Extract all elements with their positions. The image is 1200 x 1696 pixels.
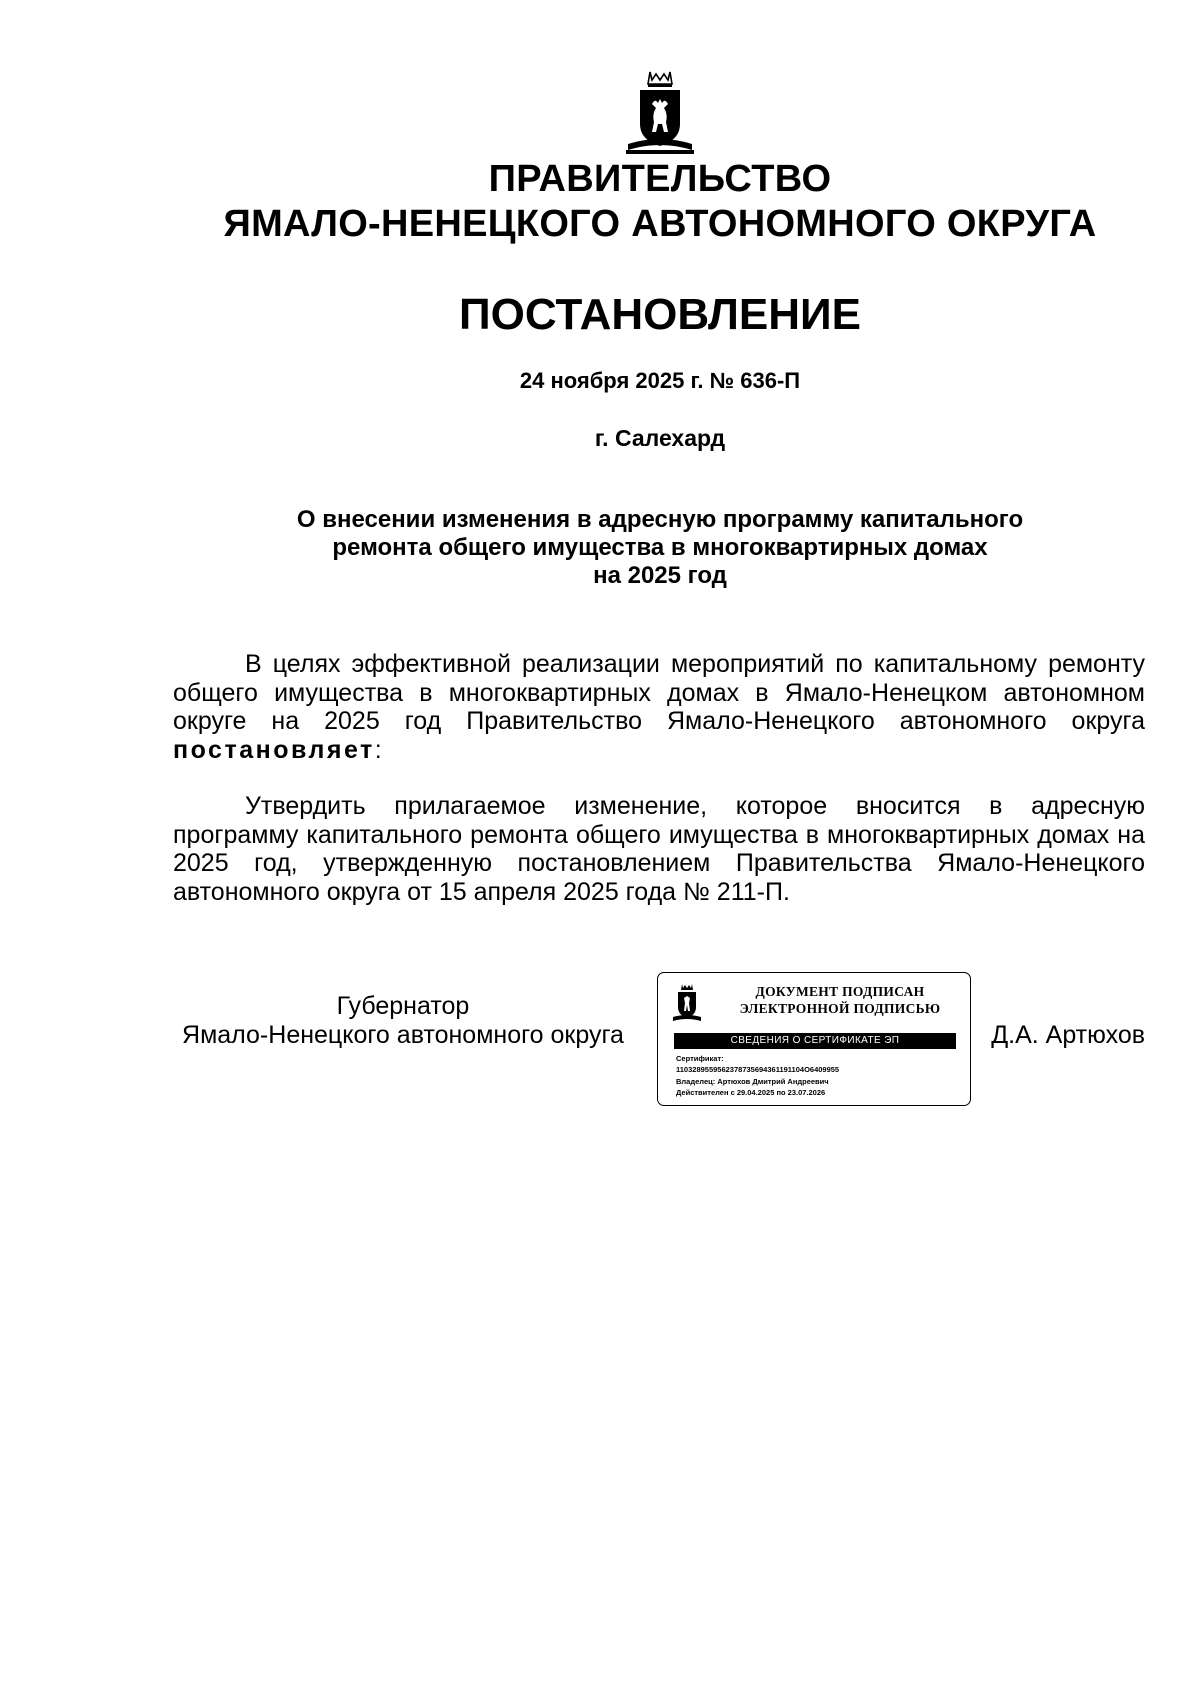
stamp-heading-line1: ДОКУМЕНТ ПОДПИСАН — [755, 984, 925, 999]
stamp-owner: Владелец: Артюхов Дмитрий Андреевич — [676, 1076, 829, 1086]
signatory-title-line2: Ямало-Ненецкого автономного округа — [182, 1021, 624, 1049]
preamble-text: В целях эффективной реализации мероприятий по капитальному ремонту общего имущества в многоквартирных домах в Ямало-Ненецком автономном округе на 2025 год Правительство Ямало-Ненецкого автономного округа — [173, 650, 1145, 735]
subject-line: на 2025 год — [593, 562, 727, 589]
resolution-paragraph: Утвердить прилагаемое изменение, которое вносится в адресную программу капитального ремонта общего имущества в многоквартирных домах на 2025 год, утвержденную постановлением Правительства Ямало-Ненецкого автономного округа от 15 апреля 2025 года № 211-П. — [173, 792, 1145, 906]
stamp-certificate-info — [676, 1053, 962, 1098]
decree-verb: постановляет — [173, 735, 375, 764]
signatory-title — [173, 992, 633, 1050]
subject-line: О внесении изменения в адресную программу капитального — [296, 506, 1024, 533]
stamp-cert-label: Сертификат: — [676, 1054, 724, 1063]
org-name-line2: ЯМАЛО-НЕНЕЦКОГО АВТОНОМНОГО ОКРУГА — [223, 203, 1097, 245]
preamble-paragraph — [173, 650, 1145, 764]
document-date-number: 24 ноября 2025 г. № 636-П — [519, 368, 801, 393]
document-type: ПОСТАНОВЛЕНИЕ — [458, 290, 862, 339]
preamble-end: : — [374, 735, 382, 764]
document-city: г. Салехард — [594, 425, 726, 451]
coat-of-arms-icon — [622, 70, 698, 156]
stamp-heading-line2: ЭЛЕКТРОННОЙ ПОДПИСЬЮ — [739, 1001, 941, 1016]
stamp-heading — [718, 983, 962, 1017]
signatory-name: Д.А. Артюхов — [991, 1021, 1145, 1049]
stamp-cert-number: 1103289559562378735694361191104O6409955 — [676, 1065, 840, 1075]
stamp-validity: Действителен с 29.04.2025 по 23.07.2026 — [676, 1087, 826, 1097]
document-subject — [240, 506, 1080, 590]
signatory-title-line1: Губернатор — [336, 992, 470, 1020]
stamp-certificate-bar: СВЕДЕНИЯ О СЕРТИФИКАТЕ ЭП — [674, 1033, 956, 1049]
org-name-line1: ПРАВИТЕЛЬСТВО — [488, 158, 832, 200]
stamp-coat-of-arms-icon — [672, 983, 702, 1023]
subject-line: ремонта общего имущества в многоквартирных домах — [332, 534, 988, 561]
electronic-signature-stamp — [657, 972, 971, 1106]
